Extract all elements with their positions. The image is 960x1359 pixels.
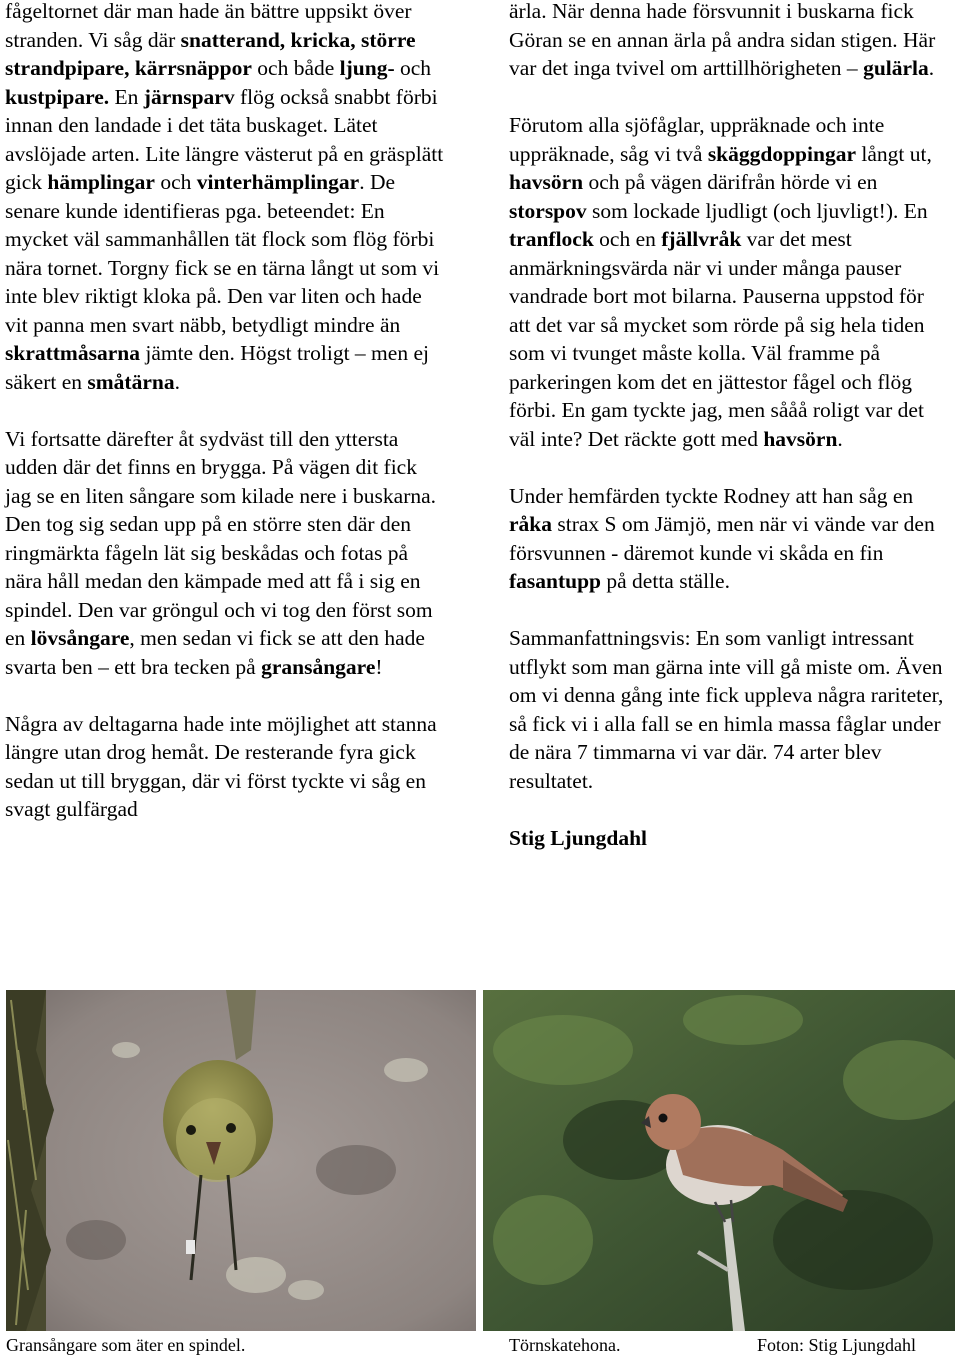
text-run: Förutom alla sjöfåglar, uppräknade och inte uppräknade, såg vi två (509, 113, 885, 166)
bold-term: skäggdoppingar (707, 141, 856, 166)
text-run: Sammanfattningsvis: En som vanligt intressant utflykt som man gärna inte vill gå miste om. Även om vi denna gång inte fick uppleva några rariteter, så fick vi i alla fall se en himla massa fåglar under de nära 7 timmarna vi var där. 74 arter blev resultatet. (509, 626, 944, 793)
text-run: Vi fortsatte därefter åt sydväst till den yttersta udden där det finns en brygga. På vägen dit fick jag se en liten sångare som kilade nere i buskarna. Den tog sig sedan upp på en större sten där den ringmärkta fågeln lät sig beskådas och fotas på nära håll medan den kämpade med att få i sig en spindel. Den var gröngul och vi tog den först som en (5, 426, 437, 650)
text-run: och både (251, 56, 340, 80)
paragraph (5, 0, 445, 396)
text-run: . (174, 369, 180, 394)
text-run: och (154, 170, 197, 194)
photo-credit: Foton: Stig Ljungdahl (757, 1335, 917, 1355)
shrike-photo (483, 990, 955, 1331)
text-run: strax S om Jämjö, men när vi vände var den försvunnen - däremot kunde vi skåda en fin (509, 512, 935, 565)
bold-term: Stig Ljungdahl (509, 825, 648, 850)
text-run: . (928, 56, 935, 80)
text-run: och (394, 56, 432, 80)
caption-shrike: Törnskatehona. (509, 1335, 621, 1355)
bold-term: fasantupp (509, 569, 602, 593)
text-run: var det mest anmärkningsvärda när vi under många pauser vandrade bort mot bilarna. Pauserna uppstod för att det var så mycket som rörde på sig hela tiden som vi tvunget måste kolla. Väl framme på parkeringen kom det en jättestor fågel och flög förbi. En gam tyckte jag, men sååå roligt var det väl inte? Det räckte gott med (509, 227, 925, 451)
paragraph (509, 624, 949, 795)
bold-term: fjällvråk (661, 227, 742, 251)
article-left-column (5, 0, 445, 852)
text-run: , men sedan vi fick se att den hade svarta ben – ett bra tecken på (5, 626, 425, 679)
text-run: flög också snabbt förbi innan den landade i det täta buskaget. Lätet avslöjade arten. Lite längre västerut på en gräsplätt gick (5, 84, 444, 194)
bold-term: gulärla (863, 56, 929, 80)
text-run: och på vägen därifrån hörde vi en (583, 170, 878, 194)
text-run: . (837, 426, 843, 451)
paragraph (5, 710, 445, 824)
text-run: ! (375, 654, 383, 679)
article-right-column (509, 0, 949, 881)
bold-term: havsörn (509, 170, 584, 194)
warbler-photo (6, 990, 476, 1331)
text-run: långt ut, (855, 141, 932, 166)
bold-term: småtärna (87, 369, 175, 394)
bold-term: järnsparv (143, 84, 235, 109)
text-run: som lockade ljudligt (och ljuvligt!). En (586, 198, 928, 223)
text-run: och en (593, 227, 662, 251)
bold-term: vinterhämplingar (196, 170, 360, 194)
text-run: ärla. När denna hade försvunnit i buskarna fick Göran se en annan ärla på andra sidan stigen. Här var det inga tvivel om arttillhörigheten – (509, 0, 936, 80)
text-run: på detta ställe. (601, 569, 730, 593)
bold-term: lövsångare (30, 626, 130, 650)
text-run: En (109, 84, 144, 109)
bold-term: gransångare (261, 654, 376, 679)
text-run: fågeltornet där man hade än bättre uppsikt över stranden. Vi såg där (5, 0, 412, 52)
paragraph (509, 824, 949, 853)
bold-term: storspov (509, 198, 587, 223)
paragraph (509, 0, 949, 83)
paragraph (5, 425, 445, 682)
bold-term: ljung- (339, 56, 395, 80)
paragraph (509, 482, 949, 596)
bold-term: snatterand, kricka, större strandpipare, kärrsnäppor (5, 27, 416, 80)
text-run: . De senare kunde identifieras pga. beteendet: En mycket väl sammanhållen tät flock som flög förbi nära tornet. Torgny fick se en tärna långt ut som vi inte blev riktigt kloka på. Den var liten och hade vit panna men svart näbb, betydligt mindre än (5, 170, 440, 337)
bold-term: havsörn (763, 426, 838, 451)
caption-warbler: Gransångare som äter en spindel. (6, 1335, 246, 1355)
bold-term: kustpipare. (5, 84, 110, 109)
bold-term: hämplingar (47, 170, 155, 194)
text-run: jämte den. Högst troligt – men ej säkert en (5, 341, 429, 394)
bold-term: tranflock (509, 227, 594, 251)
bold-term: skrattmåsarna (5, 341, 140, 365)
text-run: Under hemfärden tyckte Rodney att han såg en (509, 483, 914, 508)
bold-term: råka (509, 512, 552, 536)
text-run: Några av deltagarna hade inte möjlighet att stanna längre utan drog hemåt. De resterande fyra gick sedan ut till bryggan, där vi först tyckte vi såg en svagt gulfärgad (5, 711, 437, 821)
paragraph (509, 111, 949, 453)
